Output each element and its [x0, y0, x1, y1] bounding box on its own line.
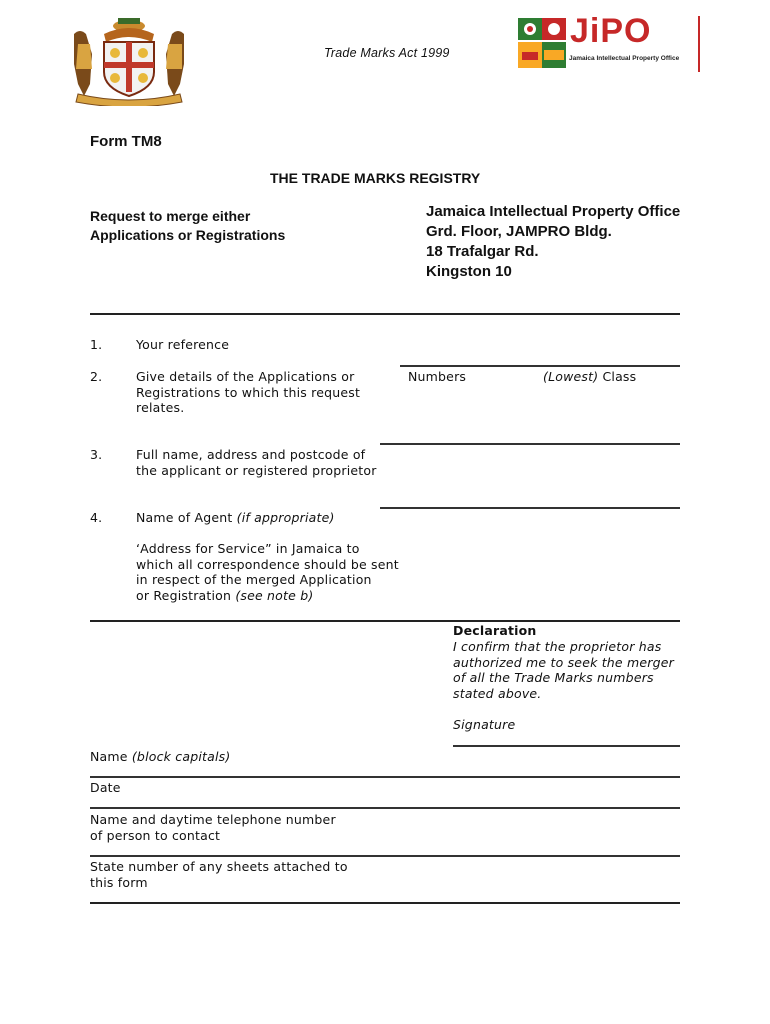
request-title: [90, 207, 285, 245]
sheets-field-line[interactable]: [90, 902, 680, 904]
date-label: Date: [90, 780, 121, 795]
sheets-label: [90, 859, 348, 890]
item-4-address-note: (see note b): [235, 587, 314, 603]
item-2-number: 2.: [90, 369, 103, 384]
item-2-class-italic: (Lowest): [543, 369, 599, 384]
separator-declaration: [90, 620, 680, 622]
item-3-label: [136, 447, 377, 478]
name-field-line[interactable]: [90, 776, 680, 778]
item-1-input-line[interactable]: [400, 365, 680, 367]
item-4-label-italic: (if appropriate): [236, 510, 335, 525]
jipo-logo-subtitle: Jamaica Intellectual Property Office: [569, 55, 680, 62]
contact-label: [90, 812, 336, 843]
office-address-line-2: 18 Trafalgar Rd.: [426, 243, 539, 260]
signature-label: Signature: [453, 717, 516, 732]
item-2-class-column: [543, 369, 636, 385]
signature-field[interactable]: [453, 745, 680, 747]
registry-title: THE TRADE MARKS REGISTRY: [270, 170, 481, 186]
request-title-line-2: Applications or Registrations: [90, 227, 286, 243]
item-4-number: 4.: [90, 510, 103, 525]
date-field-line[interactable]: [90, 807, 680, 809]
office-address: [426, 202, 680, 282]
contact-label-line-1: Name and daytime telephone number: [90, 812, 336, 827]
contact-field-line[interactable]: [90, 855, 680, 857]
separator-item-4: [380, 507, 680, 509]
item-1-label: Your reference: [136, 337, 230, 352]
item-1-number: 1.: [90, 337, 103, 352]
office-address-line-1: Grd. Floor, JAMPRO Bldg.: [426, 223, 612, 240]
declaration-line-1: I confirm that the proprietor has: [453, 639, 662, 654]
office-name: Jamaica Intellectual Property Office: [426, 203, 681, 220]
declaration-line-3: of all the Trade Marks numbers: [453, 670, 654, 685]
item-4-address-line-4: [136, 588, 399, 604]
item-3-number: 3.: [90, 447, 103, 462]
item-4-address-line-1: ‘Address for Service” in Jamaica to: [136, 541, 360, 556]
name-label-italic: (block capitals): [131, 749, 231, 764]
item-4-address-line-2: which all correspondence should be sent: [136, 556, 399, 572]
separator-top: [90, 313, 680, 315]
item-2-label-line-1: Give details of the Applications or: [136, 369, 355, 384]
item-4-label: [136, 510, 335, 526]
item-4-address-label: [136, 541, 399, 603]
declaration-title: Declaration: [453, 623, 537, 638]
name-label-text: Name: [90, 749, 132, 764]
item-4-address-last-text: or Registration: [136, 587, 236, 603]
item-3-label-line-1: Full name, address and postcode of: [136, 447, 366, 462]
declaration-line-4: stated above.: [453, 685, 542, 701]
item-4-address-line-3: in respect of the merged Application: [136, 572, 372, 587]
item-2-label-line-2: Registrations to which this request: [136, 384, 361, 400]
item-2-numbers-column: Numbers: [408, 369, 467, 384]
item-4-label-text: Name of Agent: [136, 510, 237, 525]
form-id: Form TM8: [90, 133, 162, 150]
declaration-text: [453, 639, 674, 701]
act-title: Trade Marks Act 1999: [324, 46, 450, 60]
coat-of-arms-logo: [64, 14, 194, 106]
contact-label-line-2: of person to contact: [90, 827, 221, 843]
request-title-line-1: Request to merge either: [90, 208, 251, 224]
item-3-label-line-2: the applicant or registered proprietor: [136, 462, 377, 478]
sheets-label-line-1: State number of any sheets attached to: [90, 859, 348, 874]
office-address-line-3: Kingston 10: [426, 263, 512, 280]
sheets-label-line-2: this form: [90, 874, 148, 890]
item-2-label: [136, 369, 360, 416]
name-label: [90, 749, 230, 765]
declaration-line-2: authorized me to seek the merger: [453, 654, 674, 670]
item-2-label-line-3: relates.: [136, 400, 185, 415]
separator-item-3: [380, 443, 680, 445]
jipo-logo-text: JiPO: [570, 12, 652, 50]
item-2-class-label: Class: [598, 369, 637, 384]
